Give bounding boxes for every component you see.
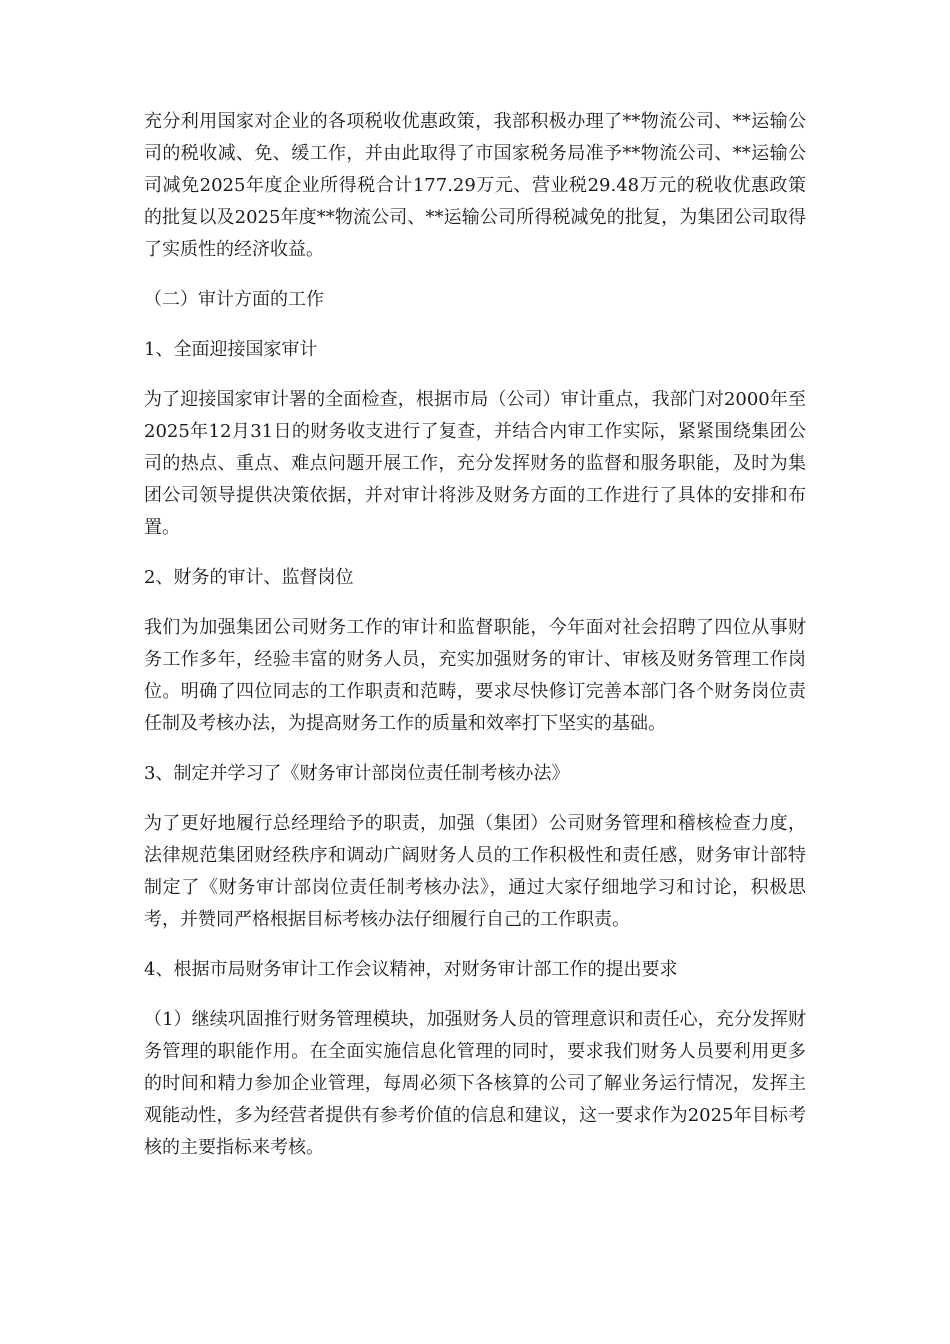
paragraph-national-audit: 为了迎接国家审计署的全面检查，根据市局（公司）审计重点，我部门对2000年至2025年12月31日的财务收支进行了复查，并结合内审工作实际，紧紧围绕集团公司的热点、重点、难点问题开展工作，充分发挥财务的监督和服务职能，及时为集团公司领导提供决策依据，并对审计将涉及财务方面的工作进行了具体的安排和布置。 [144, 389, 806, 538]
paragraph-assessment-measures: 为了更好地履行总经理给予的职责，加强（集团）公司财务管理和稽核检查力度，法律规范集团财经秩序和调动广阔财务人员的工作积极性和责任感，财务审计部特制定了《财务审计部岗位责任制考核办法》，通过大家仔细地学习和讨论，积极思考，并赞同严格根据目标考核办法仔细履行自己的工作职责。 [144, 813, 806, 930]
document-page [144, 106, 806, 1164]
subheading-national-audit: 1、全面迎接国家审计 [144, 339, 318, 360]
paragraph-requirement-1: （1）继续巩固推行财务管理模块，加强财务人员的管理意识和责任心，充分发挥财务管理的职能作用。在全面实施信息化管理的同时，要求我们财务人员要利用更多的时间和精力参加企业管理，每周必须下各核算的公司了解业务运行情况，发挥主观能动性，多为经营者提供有参考价值的信息和建议，这一要求作为2025年目标考核的主要指标来考核。 [144, 1009, 806, 1158]
subheading-assessment-measures: 3、制定并学习了《财务审计部岗位责任制考核办法》 [144, 763, 570, 784]
subheading-audit-supervision-posts: 2、财务的审计、监督岗位 [144, 567, 354, 588]
section-heading-audit-work: （二）审计方面的工作 [144, 289, 324, 310]
paragraph-tax-preferential-policy: 充分利用国家对企业的各项税收优惠政策，我部积极办理了**物流公司、**运输公司的税收减、免、缓工作，并由此取得了市国家税务局准予**物流公司、**运输公司减免2025年度企业所得税合计177.29万元、营业税29.48万元的税收优惠政策的批复以及2025年度**物流公司、**运输公司所得税减免的批复，为集团公司取得了实质性的经济收益。 [144, 111, 806, 260]
paragraph-audit-supervision-posts: 我们为加强集团公司财务工作的审计和监督职能，今年面对社会招聘了四位从事财务工作多年，经验丰富的财务人员，充实加强财务的审计、审核及财务管理工作岗位。明确了四位同志的工作职责和范畴，要求尽快修订完善本部门各个财务岗位责任制及考核办法，为提高财务工作的质量和效率打下坚实的基础。 [144, 617, 806, 734]
subheading-meeting-requirements: 4、根据市局财务审计工作会议精神，对财务审计部工作的提出要求 [144, 959, 678, 980]
